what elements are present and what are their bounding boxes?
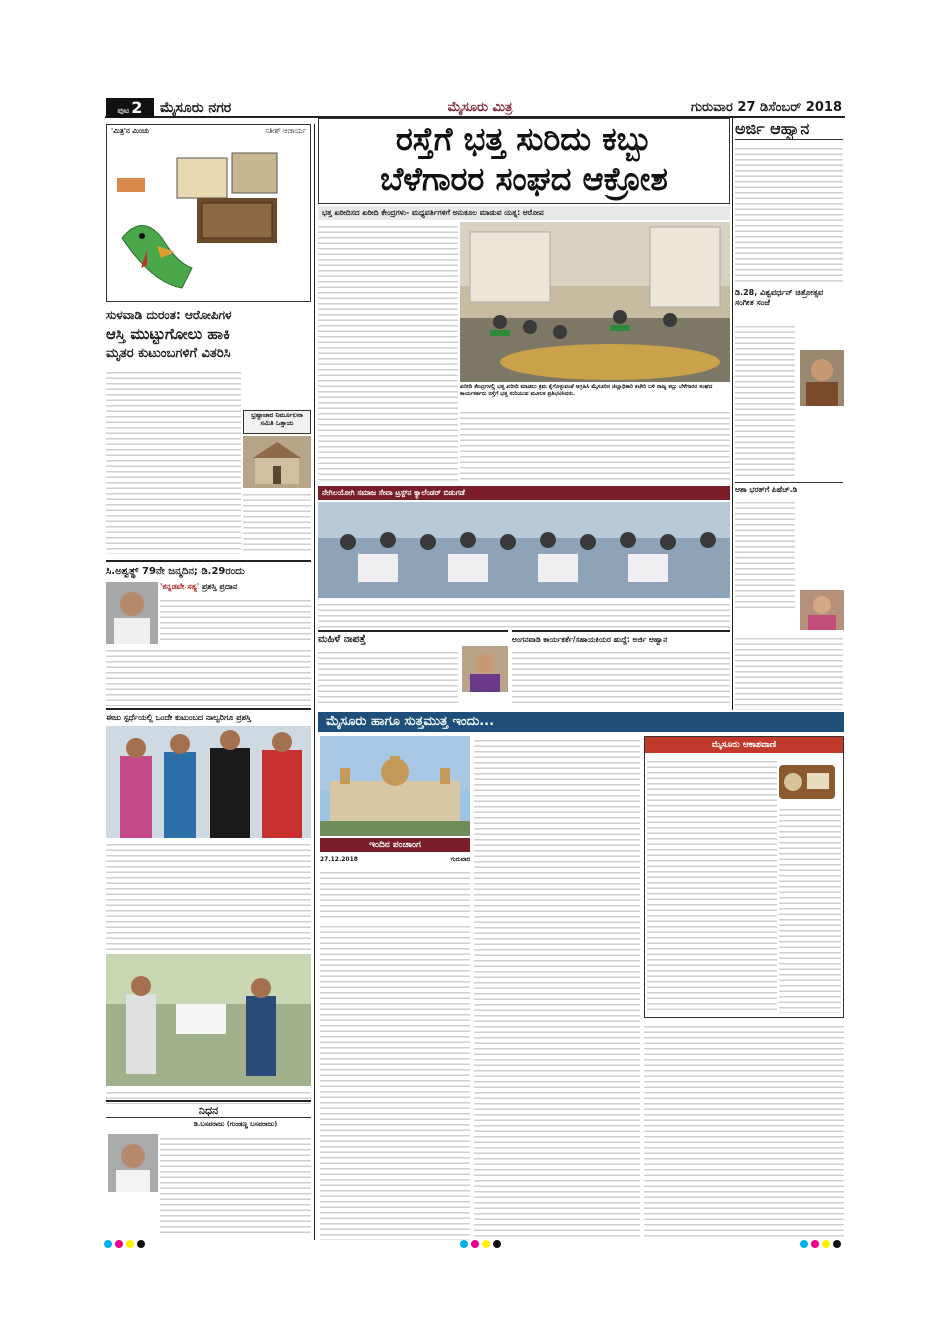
suliwadi-body bbox=[106, 368, 241, 554]
palace-photo bbox=[320, 736, 470, 836]
ashwath-headline: ಸಿ.ಅಶ್ವತ್ಥ್ 79ನೇ ಜನ್ಮದಿನ; ಡಿ.29ರಂದು bbox=[106, 560, 311, 580]
calendar-title: ನೇಗಿಲಯೋಗಿ ಸಮಾಜ ಸೇವಾ ಟ್ರಸ್ಟ್‌ನ ಕ್ಯಾಲೆಂಡರ್ ಬಿಡುಗಡೆ bbox=[318, 486, 730, 500]
event-photo bbox=[106, 954, 311, 1086]
radio-icon bbox=[777, 757, 837, 801]
section-title: ಮೈಸೂರು ನಗರ bbox=[160, 100, 232, 116]
lead-photo-caption: ಖರೀದಿ ಕೇಂದ್ರಗಳಲ್ಲಿ ಭತ್ತ ಖರೀದಿ ಮಾಡಲು ಕ್ರಮ ಕೈಗೊಳ್ಳುವಂತೆ ಆಗ್ರಹಿಸಿ ಮೈಸೂರಿನ ಜಿಲ್ಲಾಧಿಕಾರಿ ಕಚೇರಿ ಬಳಿ ರಾಜ್ಯ ಕಬ್ಬು ಬೆಳೆಗಾರರ ಸಂಘದ ಕಾರ್ಯಕರ್ತರು ರಸ್ತೆಗೆ ಭತ್ತ ಸುರಿಯುವ ಮೂಲಕ ಪ್ರತಿಭಟಿಸಿದರು. bbox=[460, 384, 713, 397]
family-body bbox=[106, 840, 311, 950]
suliwadi-headline bbox=[106, 306, 311, 366]
lead-headline-line2: ಬೆಳೆಗಾರರ ಸಂಘದ ಆಕ್ರೋಶ bbox=[380, 160, 668, 198]
masthead-logo: ಮೈಸೂರು ಮಿತ್ರ bbox=[447, 100, 513, 115]
radio-schedule-2 bbox=[779, 805, 841, 1013]
radio-schedule bbox=[647, 757, 777, 1013]
lead-body-col2 bbox=[460, 408, 730, 482]
issue-date: ಗುರುವಾರ 27 ಡಿಸೆಂಬರ್ 2018 bbox=[690, 100, 842, 115]
ashwath-subhead-a: 'ಕನ್ನಡವೇ ಸತ್ಯ' bbox=[160, 582, 200, 591]
suliwadi-headline-2: ಆಸ್ತಿ ಮುಟ್ಟುಗೋಲು ಹಾಕಿ bbox=[106, 325, 231, 343]
missing-title: ಮಹಿಳೆ ನಾಪತ್ತೆ bbox=[318, 630, 508, 646]
suliwadi-temple-photo bbox=[243, 436, 311, 488]
registration-marks-left bbox=[104, 1240, 145, 1248]
panchanga-date: 27.12.2018 bbox=[320, 856, 358, 863]
cartoon-header bbox=[107, 125, 310, 138]
family-title: ಈಜು ಸ್ಪರ್ಧೆಯಲ್ಲಿ ಒಂದೇ ಕುಟುಂಬದ ನಾಲ್ವರಿಗೂ ಪ್ರಶಸ್ತಿ bbox=[106, 708, 311, 724]
arji-title: ಅರ್ಜಿ ಆಹ್ವಾನ bbox=[735, 118, 843, 140]
lead-headline-line1: ರಸ್ತೆಗೆ ಭತ್ತ ಸುರಿದು ಕಬ್ಬು bbox=[395, 120, 653, 158]
events-list-3 bbox=[644, 1022, 844, 1240]
ashwath-subhead-b: ಪ್ರಶಸ್ತಿ ಪ್ರದಾನ bbox=[201, 582, 238, 591]
obituary-photo bbox=[108, 1134, 158, 1192]
award-body2 bbox=[735, 634, 843, 710]
award-body bbox=[735, 498, 795, 608]
events-list-1 bbox=[320, 922, 470, 1240]
suliwadi-body2 bbox=[243, 490, 311, 554]
panchanga-body bbox=[320, 868, 470, 918]
lead-subhead: ಭತ್ತ ಖರೀದಿಸದ ಖರೀದಿ ಕೇಂದ್ರಗಳು- ಮಧ್ಯವರ್ತಿಗಳಿಗೆ ಅನುಕೂಲ ಮಾಡುವ ಯತ್ನ: ಆರೋಪ bbox=[318, 206, 730, 220]
award-photo bbox=[800, 590, 844, 630]
radio-box bbox=[644, 736, 844, 1018]
suliwadi-sidebox: ಭ್ರಷ್ಟಾಚಾರ ನಿರ್ಮೂಲನಾ ಸಮಿತಿ ಒತ್ತಾಯ bbox=[243, 410, 311, 434]
lead-headline-box bbox=[318, 118, 730, 204]
obituary-title: ನಿಧನ bbox=[106, 1100, 311, 1118]
missing-photo bbox=[462, 646, 508, 692]
column-rule-1 bbox=[314, 124, 315, 1240]
chitrotsava-body bbox=[735, 322, 795, 478]
award-title: ಆಶಾ ಭರತ್‌ಗೆ ಪಿಹೆಚ್.ಡಿ bbox=[735, 482, 843, 496]
obituary-name: ಡಿ.ಬಸವರಾಜು (ಗುಂಡಣ್ಣ ಬಸವರಾಜು) bbox=[193, 1120, 278, 1128]
arji-body bbox=[735, 144, 843, 284]
anganwadi-body bbox=[512, 648, 730, 706]
ashwath-body2 bbox=[106, 646, 311, 706]
panchanga-day: ಗುರುವಾರ bbox=[450, 856, 470, 863]
suliwadi-headline-1: ಸುಳವಾಡಿ ದುರಂತ: ಆರೋಪಿಗಳ bbox=[106, 308, 232, 322]
cartoon-author: ಸತೀಶ್ ಆಚಾರ್ಯ bbox=[265, 127, 306, 135]
registration-marks-right bbox=[800, 1240, 841, 1248]
ashwath-subhead bbox=[160, 580, 311, 594]
cartoon-title: 'ಮಿತ್ರ'ನ ಮಿಂಚು bbox=[111, 127, 150, 135]
cartoon-illustration bbox=[107, 138, 310, 302]
lead-body-col1 bbox=[318, 222, 458, 482]
ashwath-photo bbox=[106, 582, 158, 644]
cartoon-box bbox=[106, 124, 311, 302]
lead-photo bbox=[460, 222, 730, 382]
today-banner: ಮೈಸೂರು ಹಾಗೂ ಸುತ್ತಮುತ್ತ ಇಂದು... bbox=[318, 712, 844, 732]
calendar-caption bbox=[318, 600, 730, 628]
events-list-2 bbox=[474, 736, 640, 1240]
suliwadi-headline-3: ಮೃತರ ಕುಟುಂಬಗಳಿಗೆ ವಿತರಿಸಿ bbox=[106, 346, 231, 361]
radio-title: ಮೈಸೂರು ಆಕಾಶವಾಣಿ bbox=[645, 737, 843, 753]
chitrotsava-title: ಡಿ.28, ವಿಶ್ವವರ್ಧನ್ ಚಿತ್ರೋತ್ಸವ ಸಂಗೀತ ಸಂಜೆ bbox=[735, 288, 824, 307]
registration-marks-center bbox=[460, 1240, 501, 1248]
anganwadi-title: ಅಂಗನವಾಡಿ ಕಾರ್ಯಕರ್ತೆ/ಸಹಾಯಕಿಯರ ಹುದ್ದೆ: ಅರ್ಜಿ ಆಹ್ವಾನ bbox=[512, 630, 730, 646]
obituary-body bbox=[160, 1134, 311, 1234]
page-number-badge bbox=[106, 98, 154, 118]
column-rule-2 bbox=[732, 118, 733, 710]
page-prefix: ಪುಟ bbox=[117, 106, 130, 115]
vishnuvardhan-photo bbox=[800, 350, 844, 406]
panchanga-dateline bbox=[320, 856, 470, 866]
ashwath-body bbox=[160, 596, 311, 644]
family-photo bbox=[106, 726, 311, 838]
calendar-photo bbox=[318, 502, 730, 598]
page-number: 2 bbox=[131, 98, 143, 117]
missing-body bbox=[318, 648, 458, 706]
panchanga-title: ಇಂದಿನ ಪಂಚಾಂಗ bbox=[320, 838, 470, 852]
